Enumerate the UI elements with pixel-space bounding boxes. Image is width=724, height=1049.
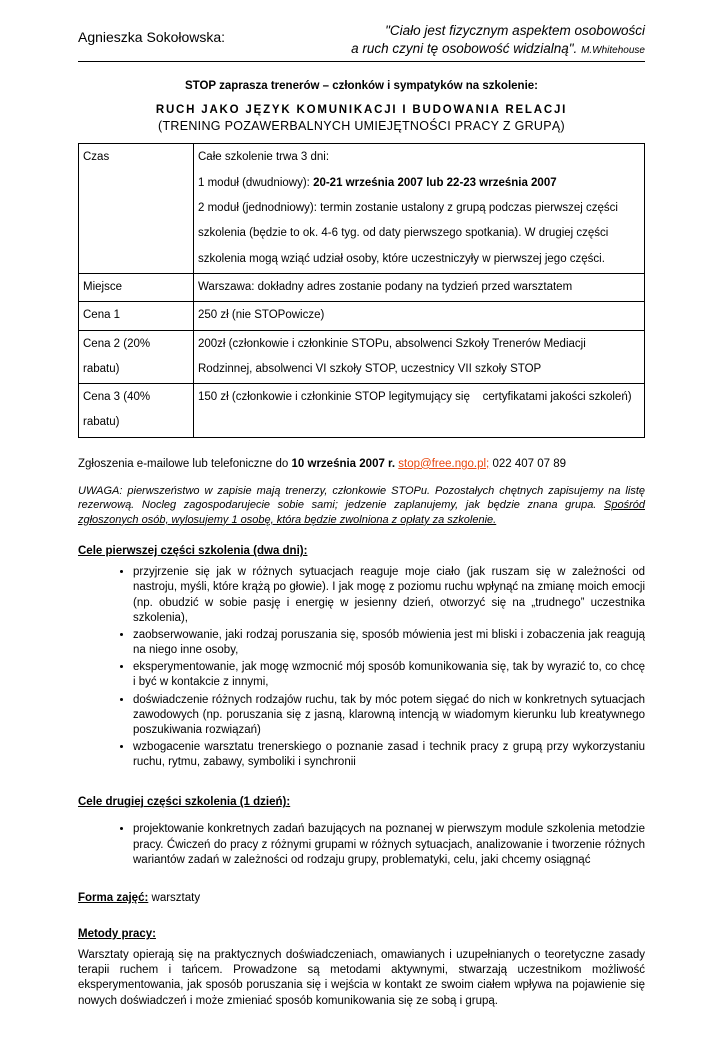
goals2-heading-text: Cele drugiej części szkolenia (1 dzień): <box>78 796 291 809</box>
metody-heading <box>78 928 645 940</box>
goals1-heading <box>78 545 645 557</box>
note-text: UWAGA: pierwszeństwo w zapisie mają trenerzy, członkowie STOPu. Pozostałych chętnych zapisujemy na listę rezerwową. Nocleg zagospodarujecie sobie sami; jedzenie zaplanujemy, jak będzie znana grupa. <box>78 484 645 512</box>
quote-block <box>351 22 645 58</box>
forma-line <box>78 892 645 904</box>
document-title <box>78 104 645 133</box>
miejsce-label: Miejsce <box>79 273 194 301</box>
quote-line-2: a ruch czyni tę osobowość widzialną". <box>351 41 578 57</box>
cena1-label: Cena 1 <box>79 302 194 330</box>
goals2-list <box>78 822 645 868</box>
table-row-cena1 <box>79 302 645 330</box>
title-line-1: RUCH JAKO JĘZYK KOMUNIKACJI I BUDOWANIA RELACJI <box>155 104 568 117</box>
uwaga-note <box>78 484 645 528</box>
czas-line-3: 2 moduł (jednodniowy): termin zostanie ustalony z grupą podczas pierwszej części szkolenia (będzie to ok. 4-6 tyg. od daty pierwszego spotkania). W drugiej części szkolenia mogą wziąć udział osoby, które uczestniczyły w pierwszej jego części. <box>198 202 618 265</box>
quote-attribution: M.Whitehouse <box>581 45 645 57</box>
cena3-label: Cena 3 (40% rabatu) <box>79 384 194 438</box>
quote-line-1: "Ciało jest fizycznym aspektem osobowości <box>385 23 645 38</box>
goals2-heading <box>78 796 645 808</box>
table-row-miejsce <box>79 273 645 301</box>
czas-value <box>194 144 645 273</box>
note-underlined: Spośród zgłoszonych osób, wylosujemy 1 osobę, która będzie zwolniona z opłaty za szkolenie. <box>78 499 645 526</box>
registration-phone: 022 407 07 89 <box>489 457 566 470</box>
czas-line-1: Całe szkolenie trwa 3 dni: <box>198 151 330 164</box>
czas-line-2 <box>198 171 638 196</box>
author-name: Agnieszka Sokołowska: <box>78 29 226 45</box>
table-row-cena2 <box>79 330 645 384</box>
cena3-value: 150 zł (członkowie i członkinie STOP legitymujący się certyfikatami jakości szkoleń) <box>194 384 645 438</box>
goal-item: • zaobserwowanie, jaki rodzaj poruszania się, sposób mówienia jest mi bliski i zobaczenia jak reagują na niego inne osoby, <box>133 628 645 658</box>
training-info-table <box>78 143 645 437</box>
invitation-line: STOP zaprasza trenerów – członków i sympatyków na szkolenie: <box>184 80 538 93</box>
cena2-value: 200zł (członkowie i członkinie STOPu, absolwenci Szkoły Trenerów Mediacji Rodzinnej, absolwenci VI szkoły STOP, uczestnicy VII szkoły STOP <box>194 330 645 384</box>
quote-line-2-wrap <box>351 40 645 58</box>
goal-item: • eksperymentowanie, jak mogę wzmocnić mój sposób komunikowania się, tak by wyrazić to, co chcę i być w kontakcie z innymi, <box>133 660 645 690</box>
registration-deadline: 10 września 2007 r. <box>291 457 399 470</box>
czas-line-2-prefix: 1 moduł (dwudniowy): <box>198 176 314 189</box>
cena2-label: Cena 2 (20% rabatu) <box>79 330 194 384</box>
czas-dates-bold: 20-21 września 2007 lub 22-23 września 2007 <box>313 176 557 189</box>
goal-item: • wzbogacenie warsztatu trenerskiego o poznanie zasad i technik pracy z grupą przy wykorzystaniu ruchu, rytmu, zabawy, symboliki i synchronii <box>133 740 645 770</box>
miejsce-value: Warszawa: dokładny adres zostanie podany na tydzień przed warsztatem <box>194 273 645 301</box>
document-header <box>78 22 645 62</box>
email-link[interactable]: stop@free.ngo.pl; <box>398 457 490 470</box>
metody-paragraph: Warsztaty opierają się na praktycznych doświadczeniach, omawianych i uzupełnianych o teoretyczne zasady terapii ruchem i tańcem. Prowadzone są metodami aktywnymi, stwarzają uczestnikom możliwość eksperymentowania, jak sposób poruszania się i wejścia w kontakt ze swoim ciałem wpływa na pojawienie się nowych doświadczeń i może zmieniać sposób komunikowania się ze sobą i grupą. <box>78 949 645 1007</box>
cena1-value: 250 zł (nie STOPowicze) <box>194 302 645 330</box>
forma-value: warsztaty <box>148 892 201 904</box>
goals1-heading-text: Cele pierwszej części szkolenia (dwa dni): <box>78 545 308 558</box>
forma-label: Forma zajęć: <box>78 892 149 904</box>
goal-item: • doświadczenie różnych rodzajów ruchu, tak by móc potem sięgać do nich w konkretnych sytuacjach zawodowych (np. poruszania się z jasną, klarowną intencją w wiadomym kierunku lub kreatywnego poszukiwania rozwiązań) <box>133 693 645 739</box>
table-row-cena3 <box>79 384 645 438</box>
goals1-list <box>78 565 645 770</box>
czas-label: Czas <box>79 144 194 273</box>
goal-item: • przyjrzenie się jak w różnych sytuacjach reaguje moje ciało (jak ruszam się w zależności od nastroju, myśli, które krążą po głowie). I jak mogę z poziomu ruchu wpłynąć na zmianę moich emocji (np. obudzić w sobie pasję i energię w jesienny dzień, otworzyć się na „trudnego” uczestnika szkolenia), <box>133 565 645 626</box>
registration-prefix: Zgłoszenia e-mailowe lub telefoniczne do <box>78 457 292 470</box>
table-row-czas <box>79 144 645 273</box>
title-line-2: (TRENING POZAWERBALNYCH UMIEJĘTNOŚCI PRACY Z GRUPĄ) <box>157 119 565 134</box>
goal-item: • projektowanie konkretnych zadań bazujących na poznanej w pierwszym module szkolenia metodzie pracy. Ćwiczeń do pracy z różnymi grupami w różnych sytuacjach, analizowanie i tworzenie różnych wariantów zadań w zależności od rodzaju grupy, problematyki, celu, jaki chcemy osiągnąć <box>133 822 645 868</box>
metody-heading-text: Metody pracy: <box>78 928 156 940</box>
registration-line <box>78 458 645 470</box>
